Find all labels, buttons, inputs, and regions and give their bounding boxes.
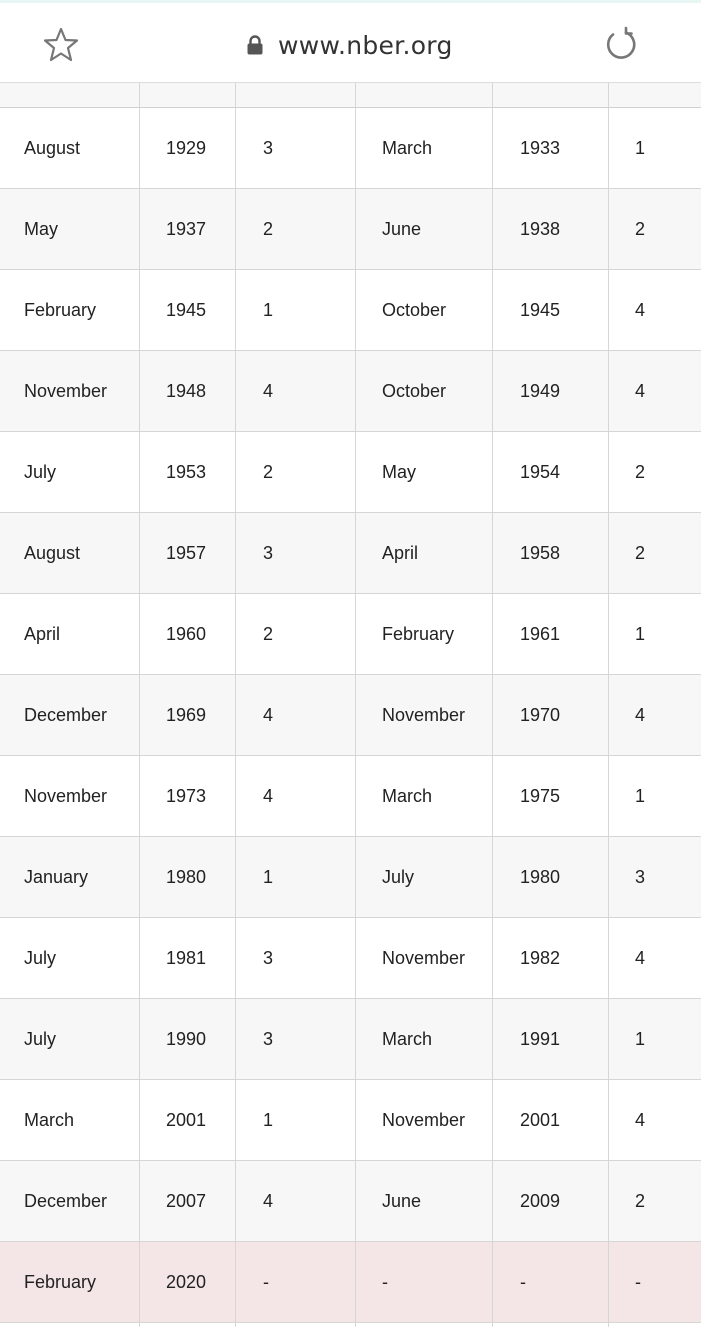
table-cell: 4 <box>635 947 646 968</box>
table-cell: November <box>382 1109 466 1130</box>
table-cell: 1953 <box>166 461 207 482</box>
table-cell: 1954 <box>520 461 561 482</box>
table-cell: 1969 <box>166 704 207 725</box>
table-cell: 1938 <box>520 218 561 239</box>
table-cell: August <box>24 542 81 563</box>
table-row <box>0 918 701 999</box>
table-cell: April <box>24 623 61 644</box>
table-cell: April <box>382 542 419 563</box>
reload-icon[interactable] <box>602 25 640 63</box>
table-cell: August <box>24 137 81 158</box>
table-row <box>0 432 701 513</box>
table-cell: June <box>382 1190 422 1211</box>
table-cell: 1975 <box>520 785 561 806</box>
table-cell: December <box>24 1190 108 1211</box>
browser-toolbar <box>0 0 701 83</box>
table-cell: July <box>24 947 57 968</box>
table-cell: November <box>382 704 466 725</box>
table-row <box>0 513 701 594</box>
table-cell: 1991 <box>520 1028 561 1049</box>
table-cell: 1937 <box>166 218 207 239</box>
table-row <box>0 837 701 918</box>
table-cell: 2 <box>635 1190 646 1211</box>
table-cell: 1961 <box>520 623 561 644</box>
table-cell: March <box>382 1028 433 1049</box>
table-row <box>0 594 701 675</box>
recession-table <box>0 83 701 1327</box>
star-icon[interactable] <box>42 26 80 64</box>
table-cell: 1 <box>263 1109 274 1130</box>
table-cell: 1990 <box>166 1028 207 1049</box>
table-cell: 2001 <box>166 1109 207 1130</box>
table-cell: October <box>382 299 447 320</box>
table-cell: 2007 <box>166 1190 207 1211</box>
table-cell: 1 <box>635 623 646 644</box>
table-cell: 1973 <box>166 785 207 806</box>
table-row <box>0 351 701 432</box>
table-cell: February <box>382 623 455 644</box>
table-header-remnant <box>0 83 701 108</box>
table-row <box>0 1080 701 1161</box>
table-cell: 1 <box>635 785 646 806</box>
column-divider <box>139 83 140 1327</box>
table-cell: May <box>382 461 417 482</box>
table-cell: 2 <box>635 218 646 239</box>
address-bar[interactable] <box>246 27 453 63</box>
table-cell: 2 <box>263 623 274 644</box>
table-cell: 1 <box>635 137 646 158</box>
table-cell: January <box>24 866 89 887</box>
column-divider <box>492 83 493 1327</box>
table-cell: 4 <box>263 380 274 401</box>
table-cell: 1958 <box>520 542 561 563</box>
table-cell: 1929 <box>166 137 207 158</box>
table-cell: 3 <box>263 137 274 158</box>
table-cell: 1957 <box>166 542 207 563</box>
table-cell: February <box>24 299 97 320</box>
table-cell: November <box>382 947 466 968</box>
table-row <box>0 999 701 1080</box>
table-cell: 1949 <box>520 380 561 401</box>
table-cell: November <box>24 785 108 806</box>
table-cell: 2 <box>635 542 646 563</box>
column-divider <box>608 83 609 1327</box>
table-cell: 1 <box>263 866 274 887</box>
table-cell: 1982 <box>520 947 561 968</box>
table-cell: 4 <box>635 299 646 320</box>
lock-icon <box>246 34 264 56</box>
table-cell: 3 <box>263 947 274 968</box>
table-cell: 4 <box>635 380 646 401</box>
table-cell: October <box>382 380 447 401</box>
table-cell: May <box>24 218 59 239</box>
table-cell: 3 <box>263 1028 274 1049</box>
url-text: www.nber.org <box>278 30 453 60</box>
table-cell: November <box>24 380 108 401</box>
table-cell: 2001 <box>520 1109 561 1130</box>
table-cell: 2 <box>263 218 274 239</box>
table-cell: - <box>382 1271 388 1292</box>
table-cell: July <box>24 461 57 482</box>
table-cell: July <box>24 1028 57 1049</box>
table-cell: March <box>382 137 433 158</box>
table-cell: 1 <box>635 1028 646 1049</box>
table-cell: 4 <box>263 1190 274 1211</box>
table-cell: February <box>24 1271 97 1292</box>
table-cell: - <box>263 1271 269 1292</box>
table-row <box>0 108 701 189</box>
table-cell: - <box>635 1271 641 1292</box>
table-cell: 2009 <box>520 1190 561 1211</box>
table-cell: 1970 <box>520 704 561 725</box>
table-cell: 1945 <box>520 299 561 320</box>
table-row <box>0 270 701 351</box>
table-cell: - <box>520 1271 526 1292</box>
table-cell: 4 <box>263 785 274 806</box>
table-cell: 1980 <box>166 866 207 887</box>
table-cell: 1 <box>263 299 274 320</box>
table-cell: July <box>382 866 415 887</box>
table-cell: March <box>24 1109 75 1130</box>
table-cell: 2 <box>263 461 274 482</box>
table-cell: 1948 <box>166 380 207 401</box>
table-row <box>0 1161 701 1242</box>
table-cell: 2020 <box>166 1271 207 1292</box>
table-cell: 4 <box>635 1109 646 1130</box>
table-cell: June <box>382 218 422 239</box>
table-cell: 3 <box>635 866 646 887</box>
table-row <box>0 675 701 756</box>
table-cell: 2 <box>635 461 646 482</box>
table-cell: March <box>382 785 433 806</box>
table-cell: 1980 <box>520 866 561 887</box>
table-cell: 1981 <box>166 947 207 968</box>
table-cell: 3 <box>263 542 274 563</box>
table-cell: 1960 <box>166 623 207 644</box>
table-cell: 4 <box>635 704 646 725</box>
table-cell: 1933 <box>520 137 561 158</box>
column-divider <box>235 83 236 1327</box>
table-row <box>0 756 701 837</box>
column-divider <box>355 83 356 1327</box>
table-cell: 1945 <box>166 299 207 320</box>
table-cell: December <box>24 704 108 725</box>
table-row <box>0 189 701 270</box>
table-cell: 4 <box>263 704 274 725</box>
table-row <box>0 1242 701 1323</box>
